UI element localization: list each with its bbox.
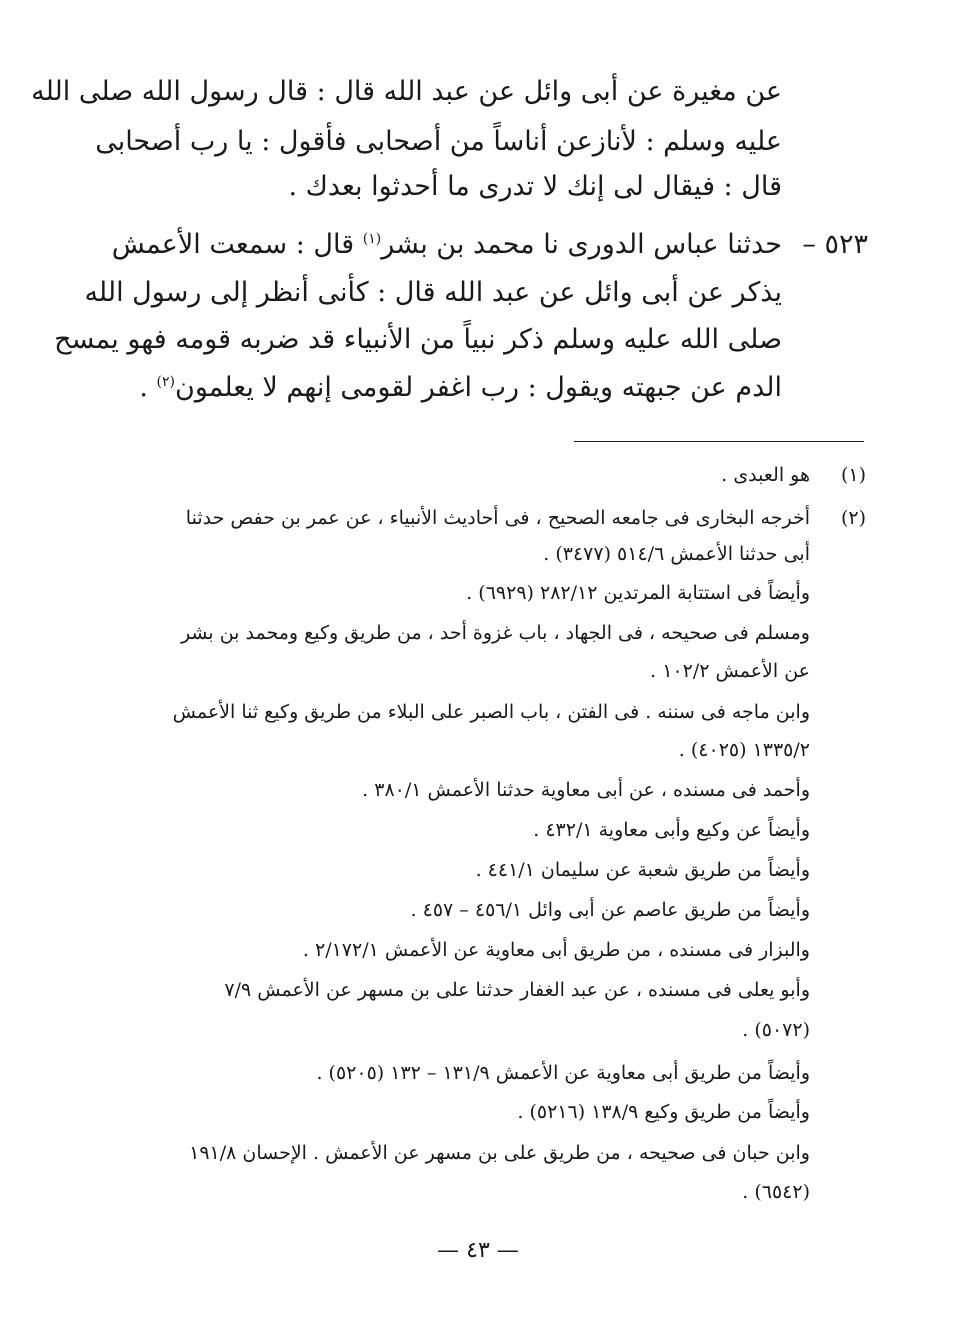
footnote-text: هو العبدى . — [721, 464, 810, 486]
footnote-text: وأيضاً من طريق أبى معاوية عن الأعمش ١٣١/٩ – ١٣٢ (٥٢٠٥) . — [316, 1062, 810, 1084]
footnote-text: وابن ماجه فى سننه . فى الفتن ، باب الصبر على البلاء من طريق وكيع ثنا الأعمش — [172, 701, 810, 723]
footnote-text: أخرجه البخارى فى جامعه الصحيح ، فى أحاديث الأنبياء ، عن عمر بن حفص حدثنا — [185, 507, 810, 529]
continuation-text: عليه وسلم : لأنازعن أناساً من أصحابى فأقول : يا رب أصحابى — [95, 126, 782, 157]
footnote-2-line-13 — [0, 975, 956, 1005]
footnote-text: ومسلم فى صحيحه ، فى الجهاد ، باب غزوة أحد ، من طريق وكيع ومحمد بن بشر — [180, 622, 810, 644]
continuation-text: قال : فيقال لى إنك لا تدرى ما أحدثوا بعدك . — [288, 171, 782, 202]
hadith-text: يذكر عن أبى وائل عن عبد الله قال : كأنى أنظر إلى رسول الله — [84, 277, 782, 308]
footnote-text: وأحمد فى مسنده ، عن أبى معاوية حدثنا الأعمش ٣٨٠/١ . — [362, 779, 810, 801]
footnote-2-line-1 — [0, 503, 956, 533]
footnote-2-line-12 — [0, 935, 956, 965]
hadith-text: . — [139, 372, 157, 403]
footnote-number: (١) — [840, 464, 866, 486]
footnote-text: أبى حدثنا الأعمش ٥١٤/٦ (٣٤٧٧) . — [543, 543, 810, 565]
hadith-line-1 — [0, 225, 956, 265]
footnote-marker-2: (٢) — [156, 374, 175, 390]
footnote-2-line-18 — [0, 1177, 956, 1207]
footnote-2-line-5 — [0, 656, 956, 686]
continuation-line-1 — [0, 72, 956, 112]
footnote-text: وأبو يعلى فى مسنده ، عن عبد الغفار حدثنا على بن مسهر عن الأعمش ٧/٩ — [224, 979, 810, 1001]
page-number: — ٤٣ — — [437, 1238, 519, 1263]
footnote-text: ١٣٣٥/٢ (٤٠٢٥) . — [678, 739, 810, 761]
footnote-2-line-9 — [0, 815, 956, 845]
footnote-2-line-16 — [0, 1097, 956, 1127]
footnote-number: (٢) — [840, 507, 866, 529]
footnote-text: وأيضاً من طريق شعبة عن سليمان ٤٤١/١ . — [475, 859, 810, 881]
footnote-2-line-4 — [0, 618, 956, 648]
footnote-text: (٥٠٧٢) . — [742, 1019, 810, 1041]
footnote-text: (٦٥٤٢) . — [742, 1181, 810, 1203]
footnote-2-line-10 — [0, 855, 956, 885]
footnote-text: والبزار فى مسنده ، من طريق أبى معاوية عن الأعمش ٢/١٧٢/١ . — [302, 939, 810, 961]
hadith-line-3 — [0, 320, 956, 360]
footnote-2-line-8 — [0, 775, 956, 805]
footnote-2-line-14 — [0, 1015, 956, 1045]
footnote-text: وأيضاً فى استتابة المرتدين ٢٨٢/١٢ (٦٩٢٩) . — [466, 582, 810, 604]
footnote-separator — [574, 441, 864, 442]
footnote-2-line-2 — [0, 539, 956, 569]
hadith-line-2 — [0, 273, 956, 313]
footnote-text: عن الأعمش ١٠٢/٢ . — [650, 660, 810, 682]
hadith-text: قال : سمعت الأعمش — [111, 229, 363, 260]
hadith-text: الدم عن جبهته ويقول : رب اغفر لقومى إنهم لا يعلمون — [174, 372, 782, 403]
footnote-2-line-7 — [0, 735, 956, 765]
continuation-line-3 — [0, 167, 956, 207]
hadith-text: صلى الله عليه وسلم ذكر نبياً من الأنبياء قد ضربه قومه فهو يمسح — [54, 324, 782, 355]
hadith-number: ٥٢٣ – — [802, 229, 868, 260]
footnote-2-line-17 — [0, 1138, 956, 1168]
footnote-2-line-6 — [0, 697, 956, 727]
footnote-2-line-15 — [0, 1058, 956, 1088]
hadith-text: حدثنا عباس الدورى نا محمد بن بشر — [381, 229, 782, 260]
continuation-text: عن مغيرة عن أبى وائل عن عبد الله قال : قال رسول الله صلى الله — [31, 76, 782, 107]
footnote-2-line-3 — [0, 578, 956, 608]
footnote-text: وأيضاً عن وكيع وأبى معاوية ٤٣٢/١ . — [533, 819, 810, 841]
footnote-2-line-11 — [0, 895, 956, 925]
footnote-text: وأيضاً من طريق وكيع ١٣٨/٩ (٥٢١٦) . — [517, 1101, 810, 1123]
continuation-line-2 — [0, 122, 956, 162]
hadith-line-4 — [0, 368, 956, 408]
footnote-marker-1: (١) — [362, 231, 382, 247]
footnote-text: وأيضاً من طريق عاصم عن أبى وائل ٤٥٦/١ – ٤٥٧ . — [410, 899, 810, 921]
footnote-1-line — [0, 460, 956, 490]
footnote-text: وابن حبان فى صحيحه ، من طريق على بن مسهر عن الأعمش . الإحسان ١٩١/٨ — [189, 1142, 810, 1164]
